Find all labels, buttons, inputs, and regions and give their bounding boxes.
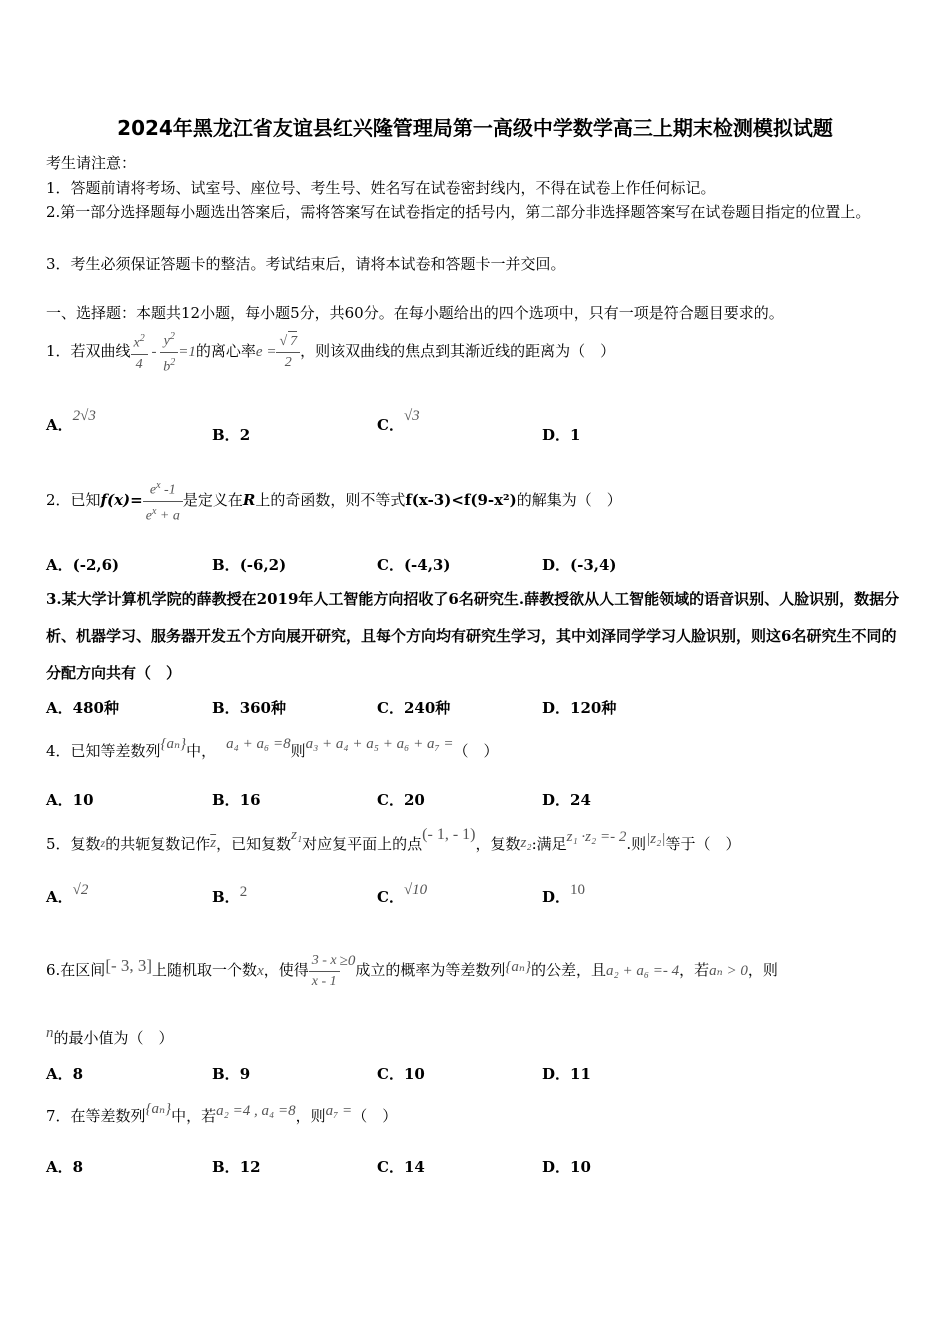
question-1-eccentricity: $\frac{√ 7}{2}$ — [276, 331, 300, 373]
section-one-header: 一、选择题：本题共12小题，每小题5分，共60分。在每小题给出的四个选项中，只有一项是符合题目要求的。 — [46, 304, 784, 322]
question-1 — [46, 326, 615, 376]
question-5-stem-b: 的共轭复数记作 — [105, 835, 211, 853]
question-6-fraction: $\frac{3 - x}{x - 1}$ — [309, 951, 340, 992]
question-6-cont — [46, 1018, 174, 1058]
question-4-stem-c: 则 — [290, 742, 306, 760]
notice-item-3: 3．考生必须保证答题卡的整洁。考试结束后，请将本试卷和答题卡一并交回。 — [46, 255, 566, 273]
question-5-stem-f: :满足 — [531, 835, 567, 853]
question-5-stem-e: ，复数 — [475, 835, 521, 853]
question-2-stem-a: 2．已知 — [46, 491, 101, 509]
question-6-condition: a₂ + a₆ =- 4 — [605, 963, 680, 979]
question-6-positive: aₙ > 0 — [709, 963, 748, 979]
q1-option-c: C．√3 — [377, 408, 420, 434]
q2-option-c: C．(-4,3) — [377, 556, 451, 574]
notice-item-2: 2.第一部分选择题每小题选出答案后，需将答案写在试卷指定的括号内，第二部分非选择题答案写在试卷题目指定的位置上。 — [46, 203, 871, 221]
notice-item-1: 1．答题前请将考场、试室号、座位号、考生号、姓名写在试卷密封线内，不得在试卷上作任何标记。 — [46, 179, 716, 197]
question-7-stem-b: 中，若 — [171, 1107, 217, 1125]
question-6-stem-c: ，使得 — [263, 961, 309, 979]
q5-option-a: A．√2 — [46, 882, 89, 906]
question-7-stem-c: ，则 — [295, 1107, 326, 1125]
question-4-sequence: {aₙ} — [160, 736, 187, 752]
q4-option-b: B．16 — [212, 791, 261, 809]
question-5-zbar: $\overline{z}$ — [210, 835, 217, 851]
question-4-stem-d: （ ） — [453, 742, 499, 760]
q3-option-a: A．480种 — [46, 699, 119, 717]
question-2 — [46, 470, 622, 530]
question-2-fx: f(x)= — [100, 491, 143, 509]
question-5-condition: z₁ ·z₂ =- 2 — [566, 829, 627, 845]
question-5-stem-c: ，已知复数 — [216, 835, 292, 853]
question-1-fraction-x: $\frac{x^2}{4}$ — [131, 329, 148, 375]
q7-option-a: A．8 — [46, 1158, 84, 1176]
question-7-sequence: {aₙ} — [145, 1101, 172, 1117]
question-5-abs-z2: |z₂| — [646, 831, 666, 847]
question-6 — [46, 940, 778, 1000]
question-5-z2: z₂ — [520, 835, 532, 851]
q2-option-d: D．(-3,4) — [542, 556, 617, 574]
q1-option-d: D．1 — [542, 426, 581, 444]
question-4-stem-a: 4．已知等差数列 — [46, 742, 161, 760]
question-6-stem-d: 成立的概率为等差数列 — [355, 961, 506, 979]
question-1-e: e = — [255, 344, 277, 360]
question-2-stem-c: 上的奇函数，则不等式 — [255, 491, 406, 509]
q4-option-d: D．24 — [542, 791, 591, 809]
question-1-minus: - — [147, 344, 161, 360]
question-1-stem-a: 1．若双曲线 — [46, 342, 131, 360]
question-6-stem-b: 上随机取一个数 — [152, 961, 258, 979]
question-6-stem-g: ，则 — [747, 961, 778, 979]
q3-option-b: B．360种 — [212, 699, 286, 717]
q5-option-c: C．√10 — [377, 882, 428, 906]
question-5 — [46, 824, 740, 864]
question-5-stem-a: 5．复数 — [46, 835, 101, 853]
question-2-stem-b: 是定义在 — [182, 491, 243, 509]
q1-option-b: B．2 — [212, 426, 251, 444]
notice-header: 考生请注意： — [46, 154, 137, 172]
question-6-x: x — [257, 963, 264, 979]
question-6-sequence: {aₙ} — [505, 959, 531, 975]
question-5-stem-g: .则 — [626, 835, 647, 853]
q4-option-a: A．10 — [46, 791, 94, 809]
q6-option-c: C．10 — [377, 1065, 425, 1083]
question-7-a7: a₇ = — [325, 1103, 353, 1119]
question-7-stem-d: （ ） — [352, 1107, 398, 1125]
question-1-equals-one: =1 — [178, 344, 196, 360]
question-2-stem-d: 的解集为（ ） — [516, 491, 622, 509]
question-5-z1: z₁ — [291, 827, 303, 843]
question-5-point: (- 1, - 1) — [422, 826, 476, 843]
question-6-n: n — [46, 1025, 54, 1041]
question-2-fraction: $\frac{e^x -1}{e^x + a}$ — [143, 476, 183, 526]
q6-option-d: D．11 — [542, 1065, 591, 1083]
question-1-fraction-y: $\frac{y^2}{b^2}$ — [160, 327, 178, 377]
question-7 — [46, 1096, 397, 1136]
q7-option-b: B．12 — [212, 1158, 261, 1176]
q3-option-d: D．120种 — [542, 699, 617, 717]
q7-option-d: D．10 — [542, 1158, 591, 1176]
question-5-z: z — [100, 836, 106, 850]
q6-option-b: B．9 — [212, 1065, 251, 1083]
question-7-condition: a₂ =4 , a₄ =8 — [216, 1103, 296, 1119]
question-5-stem-d: 对应复平面上的点 — [302, 835, 423, 853]
question-6-interval: [- 3, 3] — [105, 956, 153, 975]
question-3-stem: 3.某大学计算机学院的薛教授在2019年人工智能方向招收了6名研究生.薛教授欲从人工智能领域的语音识别、人脸识别，数据分析、机器学习、服务器开发五个方向展开研究，且每个方向均有研究生学习，其中刘泽同学学习人脸识别，则这6名研究生不同的分配方向共有（ ） — [46, 590, 900, 682]
q2-option-a: A．(-2,6) — [46, 556, 120, 574]
page-title: 2024年黑龙江省友谊县红兴隆管理局第一高级中学数学高三上期末检测模拟试题 — [117, 116, 833, 140]
question-6-stem-h: 的最小值为（ ） — [53, 1029, 174, 1047]
q5-option-d: D．10 — [542, 882, 586, 906]
q2-option-b: B．(-6,2) — [212, 556, 287, 574]
q4-option-c: C．20 — [377, 791, 425, 809]
question-6-stem-f: ，若 — [679, 961, 710, 979]
question-5-stem-h: 等于（ ） — [665, 835, 741, 853]
question-4 — [46, 731, 499, 771]
question-1-stem-c: ，则该双曲线的焦点到其渐近线的距离为（ ） — [300, 342, 616, 360]
question-6-stem-e: 的公差，且 — [530, 961, 606, 979]
question-7-stem-a: 7．在等差数列 — [46, 1107, 146, 1125]
q1-option-a: A．2√3 — [46, 408, 96, 434]
q5-option-b: B．2 — [212, 884, 248, 906]
question-2-domain-r: R — [242, 491, 256, 509]
q6-option-a: A．8 — [46, 1065, 84, 1083]
question-4-condition: a₄ + a₆ =8 — [226, 736, 291, 752]
question-1-stem-b: 的离心率 — [195, 342, 256, 360]
q3-option-c: C．240种 — [377, 699, 451, 717]
question-4-sum: a₃ + a₄ + a₅ + a₆ + a₇ = — [305, 736, 454, 752]
question-6-stem-a: 6.在区间 — [46, 961, 106, 979]
question-6-geq: ≥0 — [339, 953, 356, 969]
question-4-stem-b: 中， — [186, 742, 217, 760]
question-2-inequality: f(x-3)<f(9-x²) — [405, 491, 517, 509]
q7-option-c: C．14 — [377, 1158, 425, 1176]
